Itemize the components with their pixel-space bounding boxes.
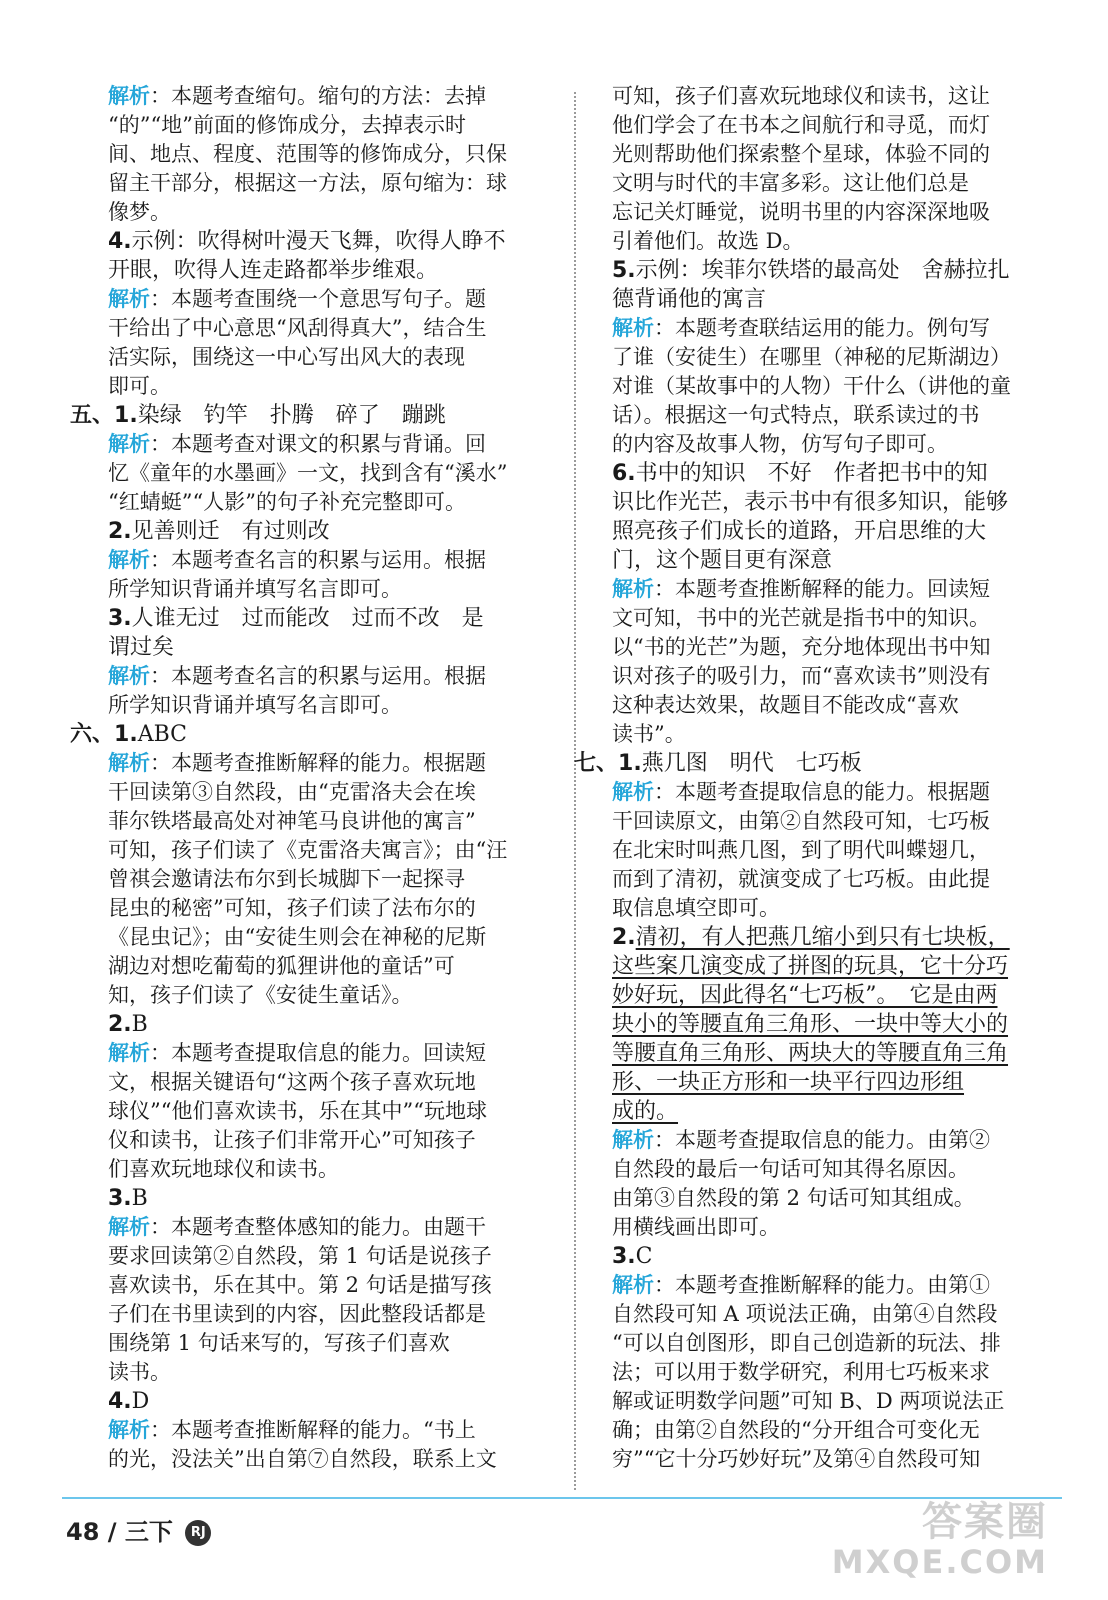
answer-line xyxy=(612,1068,1040,1097)
explanation-line: 解析：本题考查推断解释的能力。回读短 xyxy=(612,577,990,601)
explanation-line: 仪和读书，让孩子们非常开心”可知孩子 xyxy=(108,1128,476,1152)
answer-line xyxy=(612,1039,1040,1068)
explanation-line: 解析：本题考查名言的积累与运用。根据 xyxy=(108,664,486,688)
explanation-line: 文明与时代的丰富多彩。这让他们总是 xyxy=(612,171,969,195)
answer-line: 识比作光芒，表示书中有很多知识，能够 xyxy=(612,490,1009,515)
answer-line: 门，这个题目更有深意 xyxy=(612,548,833,573)
jiexi-tag: 解析 xyxy=(108,751,150,775)
explanation-line: 他们学会了在书本之间航行和寻觅，而灯 xyxy=(612,113,990,137)
explanation-line: “红蜻蜓”“人影”的句子补充完整即可。 xyxy=(108,490,466,514)
question-number: 4. xyxy=(108,1389,132,1414)
explanation-line: 菲尔铁塔最高处对神笔马良讲他的寓言” xyxy=(108,809,476,833)
explanation-line: 解或证明数学问题”可知 B、D 两项说法正 xyxy=(612,1389,1005,1413)
answer-line: 开眼，吹得人连走路都举步维艰。 xyxy=(108,258,439,283)
watermark xyxy=(832,1500,1048,1580)
explanation-line: 所学知识背诵并填写名言即可。 xyxy=(108,693,402,717)
explanation-line: 解析：本题考查对课文的积累与背诵。回 xyxy=(108,432,486,456)
footer-rule xyxy=(62,1497,1062,1499)
question-number: 1. xyxy=(114,403,138,428)
explanation-line: 球仪”“他们喜欢读书，乐在其中”“玩地球 xyxy=(108,1099,487,1123)
jiexi-tag: 解析 xyxy=(108,548,150,572)
explanation-line: 由第③自然段的第 2 句话可知其组成。 xyxy=(612,1186,975,1210)
explanation-line: 忘记关灯睡觉，说明书里的内容深深地吸 xyxy=(612,200,990,224)
explanation-line: 这种表达效果，故题目不能改成“喜欢 xyxy=(612,693,959,717)
explanation-line: 确；由第②自然段的“分开组合可变化无 xyxy=(612,1418,980,1442)
jiexi-tag: 解析 xyxy=(108,84,150,108)
jiexi-tag: 解析 xyxy=(612,577,654,601)
answer-line: 4.D xyxy=(108,1389,150,1414)
explanation-line: 的光，没法关”出自第⑦自然段，联系上文 xyxy=(108,1447,497,1471)
question-number: 2. xyxy=(108,519,132,544)
jiexi-tag: 解析 xyxy=(108,664,150,688)
answer-line: 七、1.燕几图 明代 七巧板 xyxy=(574,751,862,776)
explanation-line: 读书”。 xyxy=(612,722,686,746)
answer-line: 3.B xyxy=(108,1186,148,1211)
explanation-line: 干给出了中心意思“风刮得真大”，结合生 xyxy=(108,316,487,340)
explanation-line: 的内容及故事人物，仿写句子即可。 xyxy=(612,432,948,456)
explanation-line: 间、地点、程度、范围等的修饰成分，只保 xyxy=(108,142,507,166)
jiexi-tag: 解析 xyxy=(612,1273,654,1297)
section-label: 七、 xyxy=(574,751,619,776)
underlined-answer: 成的。 xyxy=(612,1099,679,1124)
answer-line: 6.书中的知识 不好 作者把书中的知 xyxy=(612,461,988,486)
explanation-line: 话）。根据这一句式特点，联系读过的书 xyxy=(612,403,980,427)
jiexi-tag: 解析 xyxy=(612,780,654,804)
explanation-line: “可以自创图形，即自己创造新的玩法、排 xyxy=(612,1331,1001,1355)
explanation-line: 要求回读第②自然段，第 1 句话是说孩子 xyxy=(108,1244,492,1268)
question-number: 3. xyxy=(108,1186,132,1211)
explanation-line: 解析：本题考查联结运用的能力。例句写 xyxy=(612,316,990,340)
underlined-answer: 等腰直角三角形、两块大的等腰直角三角 xyxy=(612,1041,1009,1066)
explanation-line: 解析：本题考查推断解释的能力。根据题 xyxy=(108,751,486,775)
underlined-answer: 清初，有人把燕几缩小到只有七块板， xyxy=(635,925,1010,950)
explanation-line: 即可。 xyxy=(108,374,171,398)
jiexi-tag: 解析 xyxy=(108,1041,150,1065)
answer-line: 3.人谁无过 过而能改 过而不改 是 xyxy=(108,606,484,631)
answer-line: 五、1.染绿 钓竿 扑腾 碎了 蹦跳 xyxy=(70,403,446,428)
explanation-line: 识对孩子的吸引力，而“喜欢读书”则没有 xyxy=(612,664,991,688)
explanation-line: 解析：本题考查整体感知的能力。由题干 xyxy=(108,1215,486,1239)
question-number: 4. xyxy=(108,229,132,254)
question-number: 1. xyxy=(618,751,642,776)
explanation-line: 以“书的光芒”为题，充分地体现出书中知 xyxy=(612,635,991,659)
answer-line: 3.C xyxy=(612,1244,653,1269)
explanation-line: 解析：本题考查推断解释的能力。“书上 xyxy=(108,1418,476,1442)
explanation-line: 引着他们。故选 D。 xyxy=(612,229,804,253)
answer-line xyxy=(612,981,1040,1010)
explanation-line: 在北宋时叫燕几图，到了明代叫蝶翅几， xyxy=(612,838,990,862)
explanation-line: 用横线画出即可。 xyxy=(612,1215,780,1239)
watermark-url: MXQE.COM xyxy=(831,1543,1048,1581)
grade-label: 三下 xyxy=(124,1518,173,1546)
explanation-line: 解析：本题考查提取信息的能力。回读短 xyxy=(108,1041,486,1065)
question-number: 6. xyxy=(612,461,636,486)
right-column xyxy=(574,82,1040,1474)
explanation-line: 解析：本题考查提取信息的能力。由第② xyxy=(612,1128,990,1152)
explanation-line: 子们在书里读到的内容，因此整段话都是 xyxy=(108,1302,486,1326)
explanation-line: 可知，孩子们读了《克雷洛夫寓言》；由“汪 xyxy=(108,838,508,862)
explanation-line: 解析：本题考查名言的积累与运用。根据 xyxy=(108,548,486,572)
answer-line: 2.见善则迁 有过则改 xyxy=(108,519,330,544)
explanation-line: 法；可以用于数学研究，利用七巧板来求 xyxy=(612,1360,990,1384)
footer-separator: / xyxy=(107,1518,117,1546)
explanation-line: 喜欢读书，乐在其中。第 2 句话是描写孩 xyxy=(108,1273,492,1297)
question-number: 2. xyxy=(108,1012,132,1037)
left-column xyxy=(70,82,544,1474)
explanation-line: 而到了清初，就演变成了七巧板。由此提 xyxy=(612,867,990,891)
answer-line: 4.示例：吹得树叶漫天飞舞，吹得人睁不 xyxy=(108,229,506,254)
explanation-line: 留主干部分，根据这一方法，原句缩为：球 xyxy=(108,171,507,195)
jiexi-tag: 解析 xyxy=(108,287,150,311)
answer-line: 六、1.ABC xyxy=(70,722,187,747)
question-number: 5. xyxy=(612,258,636,283)
answer-line: 2.B xyxy=(108,1012,148,1037)
answer-line: 照亮孩子们成长的道路，开启思维的大 xyxy=(612,519,987,544)
question-number: 3. xyxy=(612,1244,636,1269)
explanation-line: 取信息填空即可。 xyxy=(612,896,780,920)
explanation-line: 解析：本题考查缩句。缩句的方法：去掉 xyxy=(108,84,486,108)
explanation-line: 文可知，书中的光芒就是指书中的知识。 xyxy=(612,606,990,630)
column-divider xyxy=(574,92,576,1490)
explanation-line: 光则帮助他们探索整个星球，体验不同的 xyxy=(612,142,990,166)
explanation-line: 像梦。 xyxy=(108,200,171,224)
explanation-line: 湖边对想吃葡萄的狐狸讲他的童话”可 xyxy=(108,954,455,978)
explanation-line: 穷”“它十分巧妙好玩”及第④自然段可知 xyxy=(612,1447,981,1471)
explanation-line: 了谁（安徒生）在哪里（神秘的尼斯湖边） xyxy=(612,345,1011,369)
explanation-line: 围绕第 1 句话来写的，写孩子们喜欢 xyxy=(108,1331,450,1355)
explanation-line: 活实际，围绕这一中心写出风大的表现 xyxy=(108,345,465,369)
explanation-line: 自然段的最后一句话可知其得名原因。 xyxy=(612,1157,969,1181)
section-label: 五、 xyxy=(70,403,115,428)
question-number: 2. xyxy=(612,925,636,950)
jiexi-tag: 解析 xyxy=(108,1418,150,1442)
explanation-line: 昆虫的秘密”可知，孩子们读了法布尔的 xyxy=(108,896,476,920)
explanation-line: 忆《童年的水墨画》一文，找到含有“溪水” xyxy=(108,461,508,485)
explanation-line: 干回读原文，由第②自然段可知，七巧板 xyxy=(612,809,990,833)
explanation-line: 干回读第③自然段，由“克雷洛夫会在埃 xyxy=(108,780,476,804)
jiexi-tag: 解析 xyxy=(108,432,150,456)
explanation-line: 《昆虫记》；由“安徒生则会在神秘的尼斯 xyxy=(108,925,487,949)
page-footer xyxy=(66,1512,211,1547)
explanation-line: 知，孩子们读了《安徒生童话》。 xyxy=(108,983,413,1007)
explanation-line: 解析：本题考查提取信息的能力。根据题 xyxy=(612,780,990,804)
underlined-answer: 这些案几演变成了拼图的玩具，它十分巧 xyxy=(612,954,1009,979)
underlined-answer: 块小的等腰直角三角形、一块中等大小的 xyxy=(612,1012,1009,1037)
question-number: 3. xyxy=(108,606,132,631)
page-number: 48 xyxy=(66,1518,100,1546)
jiexi-tag: 解析 xyxy=(612,1128,654,1152)
explanation-line: 解析：本题考查推断解释的能力。由第① xyxy=(612,1273,990,1297)
edition-badge-icon: RJ xyxy=(185,1520,211,1546)
explanation-line: “的”“地”前面的修饰成分，去掉表示时 xyxy=(108,113,466,137)
explanation-line: 解析：本题考查围绕一个意思写句子。题 xyxy=(108,287,486,311)
explanation-line: 自然段可知 A 项说法正确，由第④自然段 xyxy=(612,1302,998,1326)
answer-line xyxy=(612,952,1040,981)
explanation-line: 曾祺会邀请法布尔到长城脚下一起探寻 xyxy=(108,867,465,891)
answer-line: 德背诵他的寓言 xyxy=(612,287,767,312)
explanation-line: 对谁（某故事中的人物）干什么（讲他的童 xyxy=(612,374,1011,398)
question-number: 1. xyxy=(114,722,138,747)
jiexi-tag: 解析 xyxy=(612,316,654,340)
answer-line xyxy=(612,1097,1040,1126)
jiexi-tag: 解析 xyxy=(108,1215,150,1239)
answer-line xyxy=(612,1010,1040,1039)
answer-line: 谓过矣 xyxy=(108,635,175,660)
underlined-answer: 形、一块正方形和一块平行四边形组 xyxy=(612,1070,965,1095)
section-label: 六、 xyxy=(70,722,115,747)
underlined-answer: 妙好玩，因此得名“七巧板”。 它是由两 xyxy=(612,983,998,1008)
explanation-line: 读书。 xyxy=(108,1360,171,1384)
explanation-line: 们喜欢玩地球仪和读书。 xyxy=(108,1157,339,1181)
answer-line: 5.示例：埃菲尔铁塔的最高处 舍赫拉扎 xyxy=(612,258,1010,283)
answer-line xyxy=(612,923,1040,952)
explanation-line: 可知，孩子们喜欢玩地球仪和读书，这让 xyxy=(612,84,990,108)
watermark-title: 答案圈 xyxy=(922,1499,1048,1545)
explanation-line: 所学知识背诵并填写名言即可。 xyxy=(108,577,402,601)
explanation-line: 文，根据关键语句“这两个孩子喜欢玩地 xyxy=(108,1070,476,1094)
